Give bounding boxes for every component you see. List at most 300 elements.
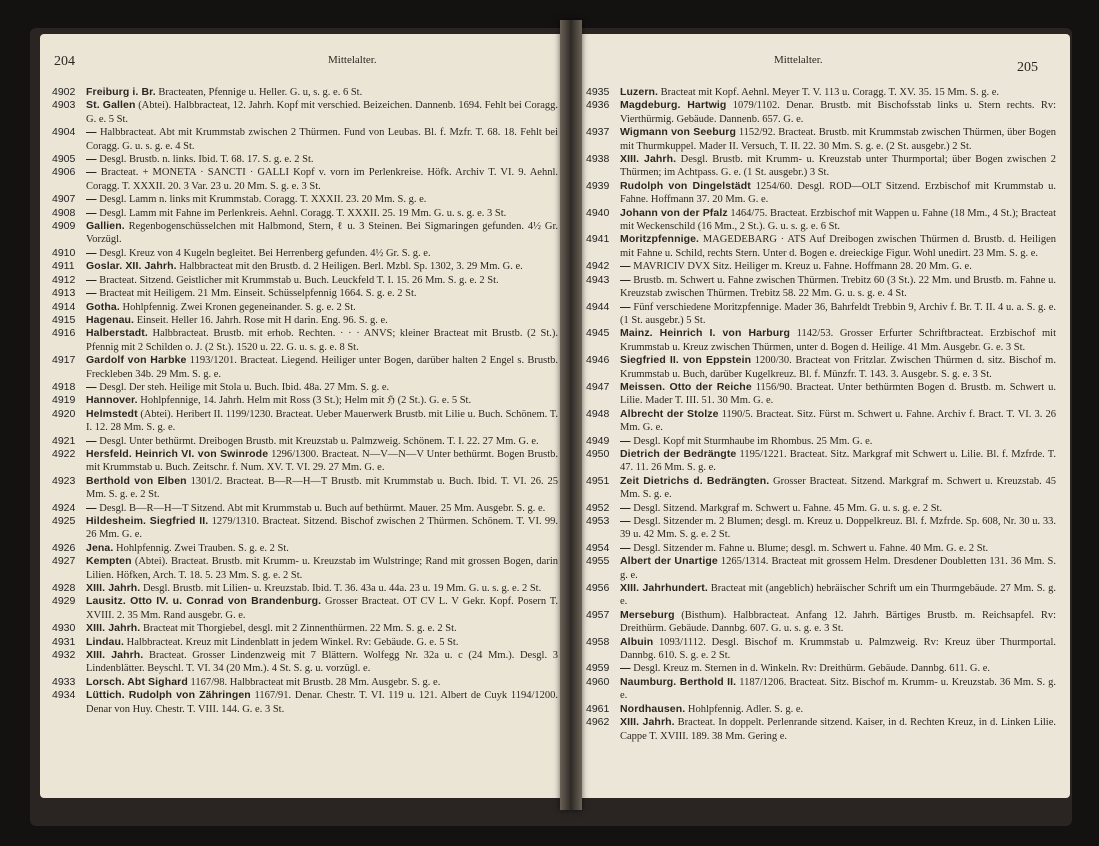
entry-text: Regenbogenschüsselchen mit Halbmond, Stern, ℓ u. 3 Steinen. Bei Sigmaringen gefunden. 4½ Gr. Vorzügl. bbox=[86, 221, 558, 246]
entry-heading: Freiburg i. Br. bbox=[86, 86, 156, 98]
lot-number: 4903 bbox=[52, 99, 76, 112]
catalog-entry bbox=[52, 354, 558, 381]
entry-heading: XIII. Jahrh. bbox=[86, 649, 144, 662]
lot-number: 4961 bbox=[586, 702, 610, 715]
entry-description bbox=[620, 274, 1056, 301]
entry-text: 1167/98. Halbbracteat mit Brustb. 28 Mm. Ausgebr. S. g. e. bbox=[187, 676, 441, 688]
entry-description bbox=[620, 381, 1056, 408]
entry-text: 1187/1206. Bracteat. Sitz. Bischof m. Krumm- u. Kreuzstab. 36 Mm. S. g. e. bbox=[620, 676, 1056, 702]
entry-text: 1195/1221. Bracteat. Sitz. Markgraf mit Schwert u. Lilie. Bl. f. Mzfrde. T. 47. 11. 26 Mm. S. g. e. bbox=[620, 448, 1056, 474]
entry-heading: Naumburg. Berthold II. bbox=[620, 675, 737, 688]
lot-number: 4925 bbox=[52, 515, 76, 527]
entry-heading: Albert der Unartige bbox=[620, 555, 718, 568]
entry-description bbox=[620, 582, 1056, 609]
catalog-entry bbox=[586, 408, 1056, 435]
catalog-entry bbox=[52, 555, 558, 582]
entry-description bbox=[620, 233, 1056, 260]
entry-text: Desgl. Brustb. mit Lilien- u. Kreuzstab. Ibid. T. 36. 43a u. 44a. 23 u. 19 Mm. G. u. s. g. e. 2 St. bbox=[140, 583, 542, 595]
entry-heading: Merseburg bbox=[620, 608, 675, 621]
lot-number: 4908 bbox=[52, 206, 76, 219]
entry-heading: XIII. Jahrh. bbox=[86, 582, 141, 595]
catalog-entry bbox=[52, 301, 558, 314]
entry-heading: Rudolph von Dingelstädt bbox=[620, 179, 751, 192]
entry-heading: Albrecht der Stolze bbox=[620, 407, 719, 420]
entry-text: (Abtei). Heribert II. 1199/1230. Bracteat. Ueber Mauerwerk Brustb. mit Lilie u. Buch. Schönem. T. I. 12. 28 Mm. S. g. e. bbox=[86, 408, 558, 434]
entry-description bbox=[620, 301, 1056, 328]
lot-number: 4956 bbox=[586, 582, 610, 595]
entry-text: Halbbracteat mit den Brustb. d. 2 Heiligen. Berl. Mzbl. Sp. 1302, 3. 29 Mm. G. e. bbox=[176, 261, 523, 273]
lot-number: 4954 bbox=[586, 541, 610, 554]
catalog-entry bbox=[586, 582, 1056, 609]
entry-description bbox=[86, 126, 558, 153]
lot-number: 4944 bbox=[586, 300, 610, 313]
lot-number: 4906 bbox=[52, 166, 76, 179]
entry-text: Desgl. Sitzender m. Fahne u. Blume; desgl. m. Schwert u. Fahne. 40 Mm. G. e. 2 St. bbox=[630, 542, 989, 554]
entry-description bbox=[620, 716, 1056, 743]
left-page bbox=[40, 34, 568, 798]
entry-text: Desgl. Kopf mit Sturmhaube im Rhombus. 25 Mm. G. e. bbox=[630, 435, 873, 447]
entry-description bbox=[86, 689, 558, 716]
lot-number: 4952 bbox=[586, 501, 610, 514]
catalog-entry bbox=[586, 475, 1056, 502]
entry-text: Bracteat mit Kopf. Aehnl. Meyer T. V. 113 u. Coragg. T. XV. 35. 15 Mm. S. g. e. bbox=[658, 87, 999, 98]
catalog-entry bbox=[52, 676, 558, 689]
entry-description bbox=[86, 435, 558, 448]
lot-number: 4911 bbox=[52, 260, 75, 273]
entry-text: Desgl. Der steh. Heilige mit Stola u. Buch. Ibid. 48a. 27 Mm. S. g. e. bbox=[96, 381, 390, 393]
running-title: Mittelalter. bbox=[774, 54, 823, 66]
entry-text: Desgl. Sitzend. Markgraf m. Schwert u. Fahne. 45 Mm. G. u. s. g. e. 2 St. bbox=[630, 502, 943, 514]
entry-heading: Hagenau. bbox=[86, 313, 135, 326]
catalog-entry bbox=[52, 260, 558, 273]
entry-heading: Moritzpfennige. bbox=[620, 233, 700, 246]
entry-description bbox=[86, 153, 558, 166]
entry-heading: Helmstedt bbox=[86, 407, 138, 420]
entry-text: (Abtei). Halbbracteat, 12. Jahrh. Kopf mit verschied. Beizeichen. Dannenb. 1694. Fehlt bei Coragg. G. e. 5 St. bbox=[86, 100, 558, 125]
entry-description bbox=[86, 260, 558, 273]
lot-number: 4913 bbox=[52, 287, 76, 300]
entry-description bbox=[86, 502, 558, 515]
catalog-entry bbox=[52, 153, 558, 166]
entry-heading: — bbox=[620, 662, 631, 675]
entry-description bbox=[86, 86, 558, 99]
catalog-entry bbox=[586, 86, 1056, 99]
catalog-entry bbox=[586, 636, 1056, 663]
entry-text: Bracteat. + MONETA · SANCTI · GALLI Kopf v. vorn im Perlenkreise. Höfk. Archiv T. VI. 9. Aehnl. Coragg. T. XXXII. 20. 3 Var. 23 u. 20 Mm. S. g. e. 3 St. bbox=[86, 167, 558, 192]
entry-text: Desgl. Sitzender m. 2 Blumen; desgl. m. Kreuz u. Doppelkreuz. Bl. f. Mzfrde. Sp. 608, Nr. 30 u. 33. 39 u. 42 Mm. S. g. e. 2 St. bbox=[620, 516, 1056, 541]
catalog-entry bbox=[586, 260, 1056, 273]
catalog-entry bbox=[586, 515, 1056, 542]
lot-number: 4942 bbox=[586, 260, 610, 273]
entry-heading: — bbox=[86, 166, 97, 179]
entry-text: Desgl. Brustb. mit Krumm- u. Kreuzstab unter Thurmportal; über Bogen zwischen 2 Thürmen; im Achtpass. G. e. (1 St. ausgebr.) 3 St. bbox=[620, 154, 1056, 179]
entry-text: 1464/75. Bracteat. Erzbischof mit Wappen u. Fahne (18 Mm., 4 St.); Bracteat mit Weckenschild (16 Mm., 2 St.). G. u. s. g. e. 6 St. bbox=[620, 207, 1056, 233]
catalog-entry bbox=[586, 448, 1056, 475]
lot-number: 4918 bbox=[52, 380, 76, 393]
lot-number: 4926 bbox=[52, 541, 76, 554]
lot-number: 4924 bbox=[52, 501, 76, 514]
entry-text: Hohlpfennige, 14. Jahrh. Helm mit Ross (3 St.); Helm mit ℌ (2 St.). G. e. 5 St. bbox=[137, 395, 472, 407]
lot-number: 4930 bbox=[52, 622, 76, 635]
entry-text: 1093/1112. Desgl. Bischof m. Krummstab u. Palmzweig. Rv: Kreuz über Thurmportal. Dannbg. 610. S. g. e. 2 St. bbox=[620, 636, 1056, 662]
lot-number: 4904 bbox=[52, 126, 76, 139]
catalog-entry bbox=[52, 314, 558, 327]
entry-text: MAGEDEBARG · ATS Auf Dreibogen zwischen Thürmen d. Brustb. d. Heiligen mit Fahne u. Schild, rechts Stern. Unter d. Bogen e. dreieckige Figur. Wohl unedirt. 23 Mm. S. g. e. bbox=[620, 234, 1056, 259]
lot-number: 4922 bbox=[52, 447, 76, 460]
entry-heading: Albuin bbox=[620, 635, 654, 648]
lot-number: 4934 bbox=[52, 689, 76, 702]
entry-heading: — bbox=[620, 434, 631, 447]
entry-heading: — bbox=[86, 273, 97, 286]
lot-number: 4941 bbox=[586, 233, 610, 246]
catalog-entry bbox=[586, 716, 1056, 743]
lot-number: 4948 bbox=[586, 407, 610, 420]
entry-heading: Gallien. bbox=[86, 220, 125, 233]
lot-number: 4943 bbox=[586, 273, 610, 286]
catalog-entry bbox=[586, 207, 1056, 234]
entry-text: Halbbracteat. Abt mit Krummstab zwischen 2 Thürmen. Fund von Leubas. Bl. f. Mzfr. T. 68. 18. Fehlt bei Coragg. G. u. s. g. e. 4 St. bbox=[86, 127, 558, 152]
entry-description bbox=[86, 542, 558, 555]
catalog-entry bbox=[52, 287, 558, 300]
catalog-entry bbox=[586, 542, 1056, 555]
entry-description bbox=[86, 582, 558, 595]
entry-text: Desgl. Unter bethürmt. Dreibogen Brustb. mit Kreuzstab u. Palmzweig. Schönem. T. I. 22. 27 Mm. G. e. bbox=[96, 435, 539, 447]
catalog-entry bbox=[586, 126, 1056, 153]
entry-description bbox=[86, 274, 558, 287]
catalog-entry bbox=[52, 408, 558, 435]
catalog-entries-right bbox=[586, 86, 1056, 743]
entry-heading: Meissen. Otto der Reiche bbox=[620, 380, 752, 393]
lot-number: 4953 bbox=[586, 515, 610, 527]
entry-heading: — bbox=[86, 434, 97, 447]
entry-description bbox=[86, 207, 558, 220]
entry-description bbox=[86, 247, 558, 260]
entry-heading: Nordhausen. bbox=[620, 702, 686, 715]
lot-number: 4910 bbox=[52, 246, 76, 259]
entry-text: 1254/60. Desgl. ROD—OLT Sitzend. Erzbischof mit Krummstab u. Fahne. Hoffmann 37. 20 Mm. G. e. bbox=[620, 180, 1056, 206]
entry-heading: — bbox=[86, 126, 97, 139]
entry-description bbox=[86, 622, 558, 635]
lot-number: 4907 bbox=[52, 193, 76, 206]
entry-text: Bracteat. In doppelt. Perlenrande sitzend. Kaiser, in d. Rechten Kreuz, in d. Linken Lilie. Cappe T. XVIII. 189. 38 Mm. Gering e. bbox=[620, 717, 1056, 742]
catalog-entry bbox=[586, 274, 1056, 301]
entry-heading: XIII. Jahrh. bbox=[620, 716, 675, 729]
entry-description bbox=[620, 435, 1056, 448]
catalog-entry bbox=[586, 703, 1056, 716]
catalog-entries-left bbox=[52, 86, 558, 716]
lot-number: 4928 bbox=[52, 582, 76, 595]
lot-number: 4946 bbox=[586, 354, 610, 367]
entry-description bbox=[86, 166, 558, 193]
entry-text: Grosser Bracteat. Sitzend. Markgraf m. Schwert u. Kreuzstab. 45 Mm. S. g. e. bbox=[620, 475, 1056, 501]
catalog-entry bbox=[586, 153, 1056, 180]
catalog-entry bbox=[52, 435, 558, 448]
lot-number: 4921 bbox=[52, 434, 76, 447]
entry-text: Desgl. Brustb. n. links. Ibid. T. 68. 17. S. g. e. 2 St. bbox=[96, 154, 314, 166]
catalog-entry bbox=[52, 220, 558, 247]
lot-number: 4936 bbox=[586, 99, 610, 112]
lot-number: 4933 bbox=[52, 675, 76, 688]
lot-number: 4914 bbox=[52, 300, 76, 313]
entry-text: Desgl. Lamm mit Fahne im Perlenkreis. Aehnl. Coragg. T. XXXII. 25. 19 Mm. G. u. s. g. e. 3 St. bbox=[96, 207, 507, 219]
lot-number: 4927 bbox=[52, 555, 76, 568]
entry-heading: Gardolf von Harbke bbox=[86, 354, 187, 367]
catalog-entry bbox=[586, 180, 1056, 207]
catalog-entry bbox=[52, 99, 558, 126]
catalog-entry bbox=[52, 502, 558, 515]
entry-text: Bracteat mit Thorgiebel, desgl. mit 2 Zinnenthürmen. 22 Mm. S. g. e. 2 St. bbox=[140, 623, 457, 635]
catalog-entry bbox=[52, 582, 558, 595]
entry-description bbox=[86, 448, 558, 475]
lot-number: 4916 bbox=[52, 327, 76, 340]
lot-number: 4935 bbox=[586, 86, 610, 98]
entry-description bbox=[86, 649, 558, 676]
lot-number: 4909 bbox=[52, 220, 76, 233]
entry-description bbox=[620, 542, 1056, 555]
entry-heading: — bbox=[620, 273, 631, 286]
entry-heading: Wigmann von Seeburg bbox=[620, 126, 736, 139]
entry-description bbox=[620, 609, 1056, 636]
entry-text: Hohlpfennig. Zwei Trauben. S. g. e. 2 St. bbox=[113, 542, 289, 554]
entry-description bbox=[620, 662, 1056, 675]
lot-number: 4915 bbox=[52, 313, 76, 326]
catalog-entry bbox=[52, 86, 558, 99]
lot-number: 4902 bbox=[52, 86, 76, 98]
entry-description bbox=[86, 676, 558, 689]
entry-heading: Dietrich der Bedrängte bbox=[620, 447, 737, 460]
catalog-entry bbox=[586, 662, 1056, 675]
entry-text: 1265/1314. Bracteat mit grossem Helm. Dresdener Doubletten 131. 36 Mm. S. g. e. bbox=[620, 556, 1056, 581]
entry-description bbox=[86, 555, 558, 582]
entry-text: Desgl. Kreuz m. Sternen in d. Winkeln. Rv: Dreithürm. Gebäude. Dannbg. 611. G. e. bbox=[630, 663, 991, 675]
lot-number: 4938 bbox=[586, 153, 610, 166]
entry-heading: XIII. Jahrh. bbox=[86, 622, 141, 635]
entry-heading: — bbox=[620, 260, 631, 273]
lot-number: 4919 bbox=[52, 394, 76, 407]
entry-text: Desgl. Kreuz von 4 Kugeln begleitet. Bei Herrenberg gefunden. 4½ Gr. S. g. e. bbox=[96, 247, 431, 259]
entry-heading: — bbox=[86, 287, 97, 300]
lot-number: 4949 bbox=[586, 434, 610, 447]
page-number: 205 bbox=[1017, 60, 1038, 75]
entry-text: (Abtei). Bracteat. Brustb. mit Krumm- u. Kreuzstab im Wulstringe; Rand mit grossen Bogen, darin Lilien. Höfken, Arch. T. 18. 5. 23 Mm. S. g. e. 2 St. bbox=[86, 556, 558, 581]
entry-heading: Johann von der Pfalz bbox=[620, 206, 728, 219]
entry-text: Bracteaten, Pfennige u. Heller. G. u, s. g. e. 6 St. bbox=[155, 87, 363, 98]
lot-number: 4931 bbox=[52, 635, 76, 648]
entry-heading: — bbox=[86, 246, 97, 259]
entry-text: 1152/92. Bracteat. Brustb. mit Krummstab zwischen Thürmen, über Bogen mit Thurmkuppel. Mader II. Versuch, T. II. 22. 30 Mm. S. g. e. (2 St. ausgebr.) 2 St. bbox=[620, 127, 1056, 152]
entry-description bbox=[620, 555, 1056, 582]
entry-text: 1296/1300. Bracteat. N—V—N—V Unter bethürmt. Bogen Brustb. mit Krummstab u. Buch. Zeitschr. f. Num. XV. T. VI. 29. 27 Mm. G. e. bbox=[86, 448, 558, 474]
entry-description bbox=[620, 354, 1056, 381]
entry-heading: Lindau. bbox=[86, 635, 125, 648]
lot-number: 4939 bbox=[586, 179, 610, 192]
entry-description bbox=[620, 475, 1056, 502]
entry-description bbox=[86, 381, 558, 394]
entry-text: 1190/5. Bracteat. Sitz. Fürst m. Schwert u. Fahne. Archiv f. Bract. T. VI. 3. 26 Mm. G. e. bbox=[620, 408, 1056, 434]
entry-text: Grosser Bracteat. OT CV L. V Gekr. Kopf. Posern T. XVIII. 2. 35 Mm. Rand ausgebr. G. e. bbox=[86, 596, 558, 621]
entry-description bbox=[86, 99, 558, 126]
entry-text: (Bisthum). Halbbracteat. Anfang 12. Jahrh. Bärtiges Brustb. m. Reichsapfel. Rv: Dreithürm. Gebäude. Dannbg. 607. G. u. s. g. e. 3 St. bbox=[620, 609, 1056, 635]
catalog-entry bbox=[586, 381, 1056, 408]
lot-number: 4905 bbox=[52, 153, 76, 166]
catalog-entry bbox=[586, 435, 1056, 448]
entry-description bbox=[620, 448, 1056, 475]
entry-heading: Hersfeld. Heinrich VI. von Swinrode bbox=[86, 447, 269, 460]
catalog-entry bbox=[52, 394, 558, 407]
catalog-entry bbox=[52, 636, 558, 649]
catalog-entry bbox=[52, 274, 558, 287]
catalog-entry bbox=[52, 381, 558, 394]
entry-heading: Siegfried II. von Eppstein bbox=[620, 354, 752, 367]
entry-heading: — bbox=[86, 153, 97, 166]
catalog-entry bbox=[52, 448, 558, 475]
lot-number: 4923 bbox=[52, 474, 76, 487]
entry-description bbox=[620, 502, 1056, 515]
entry-heading: Luzern. bbox=[620, 86, 659, 98]
lot-number: 4932 bbox=[52, 649, 76, 662]
catalog-entry bbox=[586, 676, 1056, 703]
entry-heading: Jena. bbox=[86, 541, 114, 554]
entry-description bbox=[620, 99, 1056, 126]
catalog-entry bbox=[586, 327, 1056, 354]
entry-description bbox=[86, 301, 558, 314]
entry-description bbox=[620, 676, 1056, 703]
entry-description bbox=[86, 475, 558, 502]
entry-description bbox=[86, 394, 558, 407]
entry-text: 1301/2. Bracteat. B—R—H—T Brustb. mit Krummstab u. Buch. Ibid. T. VI. 26. 25 Mm. S. g. e. 2 St. bbox=[86, 475, 558, 501]
entry-description bbox=[620, 408, 1056, 435]
entry-heading: St. Gallen bbox=[86, 99, 136, 112]
entry-heading: — bbox=[86, 206, 97, 219]
entry-description bbox=[620, 207, 1056, 234]
lot-number: 4950 bbox=[586, 447, 610, 460]
entry-text: Bracteat mit Heiligem. 21 Mm. Einseit. Schüsselpfennig 1664. S. g. e. 2 St. bbox=[96, 288, 417, 300]
catalog-entry bbox=[52, 126, 558, 153]
entry-text: 1142/53. Grosser Erfurter Schriftbracteat. Erzbischof mit Krummstab u. Kreuz zwischen Thürmen, unter d. Bogen d. Heilige. 41 Mm. Ausgebr. G. e. 3 St. bbox=[620, 328, 1056, 353]
entry-description bbox=[86, 287, 558, 300]
lot-number: 4945 bbox=[586, 327, 610, 340]
entry-heading: — bbox=[620, 541, 631, 554]
entry-description bbox=[86, 515, 558, 542]
entry-heading: — bbox=[86, 501, 97, 514]
entry-text: Hohlpfennig. Zwei Kronen gegeneinander. S. g. e. 2 St. bbox=[119, 301, 356, 313]
entry-heading: Lorsch. Abt Sighard bbox=[86, 675, 188, 688]
entry-text: 1200/30. Bracteat von Fritzlar. Zwischen Thürmen d. sitz. Bischof m. Krummstab u. Buch, darüber Kugelkreuz. Bl. f. Münzfr. T. 143. 3. Ausgebr. S. g. e. 3 St. bbox=[620, 355, 1056, 380]
catalog-entry bbox=[52, 193, 558, 206]
entry-heading: Kempten bbox=[86, 555, 132, 568]
entry-text: 1279/1310. Bracteat. Sitzend. Bischof zwischen 2 Thürmen. Schönem. T. VI. 99. 26 Mm. G. e. bbox=[86, 516, 558, 541]
entry-text: MAVRICIV DVX Sitz. Heiliger m. Kreuz u. Fahne. Hoffmann 28. 20 Mm. G. e. bbox=[630, 261, 972, 273]
lot-number: 4962 bbox=[586, 716, 610, 729]
lot-number: 4920 bbox=[52, 407, 76, 420]
catalog-entry bbox=[586, 354, 1056, 381]
entry-text: Bracteat. Sitzend. Geistlicher mit Krummstab u. Buch. Leuckfeld T. I. 15. 26 Mm. S. g. e. 2 St. bbox=[96, 274, 499, 286]
entry-heading: Hannover. bbox=[86, 394, 138, 407]
entry-heading: Lüttich. Rudolph von Zähringen bbox=[86, 689, 251, 702]
lot-number: 4937 bbox=[586, 126, 610, 139]
entry-text: Halbbracteat. Kreuz mit Lindenblatt in jedem Winkel. Rv: Gebäude. G. e. 5 St. bbox=[124, 636, 459, 648]
catalog-entry bbox=[52, 515, 558, 542]
entry-heading: Berthold von Elben bbox=[86, 474, 187, 487]
entry-heading: Goslar. XII. Jahrh. bbox=[86, 260, 177, 273]
entry-text: 1079/1102. Denar. Brustb. mit Bischofsstab links u. Stern rechts. Rv: Vierthürmig. Gebäude. Dannenb. 657. G. e. bbox=[620, 100, 1056, 125]
catalog-entry bbox=[52, 542, 558, 555]
entry-description bbox=[620, 703, 1056, 716]
running-title: Mittelalter. bbox=[328, 54, 377, 66]
lot-number: 4955 bbox=[586, 555, 610, 568]
entry-description bbox=[620, 180, 1056, 207]
lot-number: 4960 bbox=[586, 675, 610, 688]
left-page-header bbox=[40, 48, 568, 72]
entry-heading: XIII. Jahrh. bbox=[620, 153, 677, 166]
right-page-header bbox=[574, 48, 1070, 75]
catalog-entry bbox=[586, 233, 1056, 260]
right-page bbox=[574, 34, 1070, 798]
entry-description bbox=[86, 327, 558, 354]
entry-text: 1193/1201. Bracteat. Liegend. Heiliger unter Bogen, darüber halten 2 Engel s. Brustb. Freckleben 34b. 29 Mm. S. g. e. bbox=[86, 355, 558, 380]
catalog-entry bbox=[52, 327, 558, 354]
catalog-entry bbox=[586, 555, 1056, 582]
catalog-entry bbox=[52, 622, 558, 635]
book-gutter bbox=[560, 20, 582, 810]
entry-text: Einseit. Heller 16. Jahrh. Rose mit H darin. Eng. 96. S. g. e. bbox=[134, 314, 388, 326]
entry-heading: Mainz. Heinrich I. von Harburg bbox=[620, 327, 790, 340]
entry-description bbox=[620, 260, 1056, 273]
entry-text: Brustb. m. Schwert u. Fahne zwischen Thürmen. Trebitz 60 (3 St.). 22 Mm. und Brustb. m. Fahne u. Kreuzstab zwischen Thürmen. Trebitz 58. 22 Mm. G. u. s. g. e. 4 St. bbox=[620, 274, 1056, 300]
catalog-entry bbox=[52, 649, 558, 676]
entry-heading: — bbox=[620, 300, 631, 313]
catalog-entry bbox=[586, 301, 1056, 328]
entry-description bbox=[86, 636, 558, 649]
catalog-entry bbox=[52, 247, 558, 260]
entry-text: Bracteat mit (angeblich) hebräischer Schrift um ein Thurmgebäude. 27 Mm. S. g. e. bbox=[620, 583, 1056, 608]
entry-description bbox=[86, 354, 558, 381]
catalog-entry bbox=[586, 609, 1056, 636]
entry-heading: XIII. Jahrhundert. bbox=[620, 582, 708, 595]
entry-heading: Hildesheim. Siegfried II. bbox=[86, 515, 209, 527]
catalog-entry bbox=[586, 502, 1056, 515]
entry-text: Hohlpfennig. Adler. S. g. e. bbox=[685, 703, 804, 715]
entry-text: Desgl. Lamm n. links mit Krummstab. Coragg. T. XXXII. 23. 20 Mm. S. g. e. bbox=[96, 194, 427, 206]
lot-number: 4951 bbox=[586, 474, 610, 487]
lot-number: 4947 bbox=[586, 380, 610, 393]
entry-heading: — bbox=[86, 380, 97, 393]
lot-number: 4959 bbox=[586, 662, 610, 675]
lot-number: 4929 bbox=[52, 595, 76, 608]
entry-description bbox=[620, 126, 1056, 153]
entry-description bbox=[86, 595, 558, 622]
entry-description bbox=[620, 86, 1056, 99]
lot-number: 4957 bbox=[586, 608, 610, 621]
catalog-entry bbox=[52, 689, 558, 716]
entry-description bbox=[86, 408, 558, 435]
lot-number: 4912 bbox=[52, 273, 76, 286]
catalog-entry bbox=[52, 207, 558, 220]
catalog-entry bbox=[586, 99, 1056, 126]
catalog-entry bbox=[52, 166, 558, 193]
entry-description bbox=[86, 314, 558, 327]
entry-text: Desgl. B—R—H—T Sitzend. Abt mit Krummstab u. Buch auf bethürmt. Mauer. 25 Mm. Ausgebr. S. g. e. bbox=[96, 502, 546, 514]
entry-description bbox=[620, 153, 1056, 180]
catalog-entry bbox=[52, 475, 558, 502]
entry-description bbox=[620, 515, 1056, 542]
entry-heading: Magdeburg. Hartwig bbox=[620, 99, 727, 112]
page-number: 204 bbox=[54, 54, 75, 69]
entry-heading: — bbox=[620, 501, 631, 514]
entry-heading: — bbox=[86, 193, 97, 206]
entry-description bbox=[620, 327, 1056, 354]
entry-description bbox=[620, 636, 1056, 663]
